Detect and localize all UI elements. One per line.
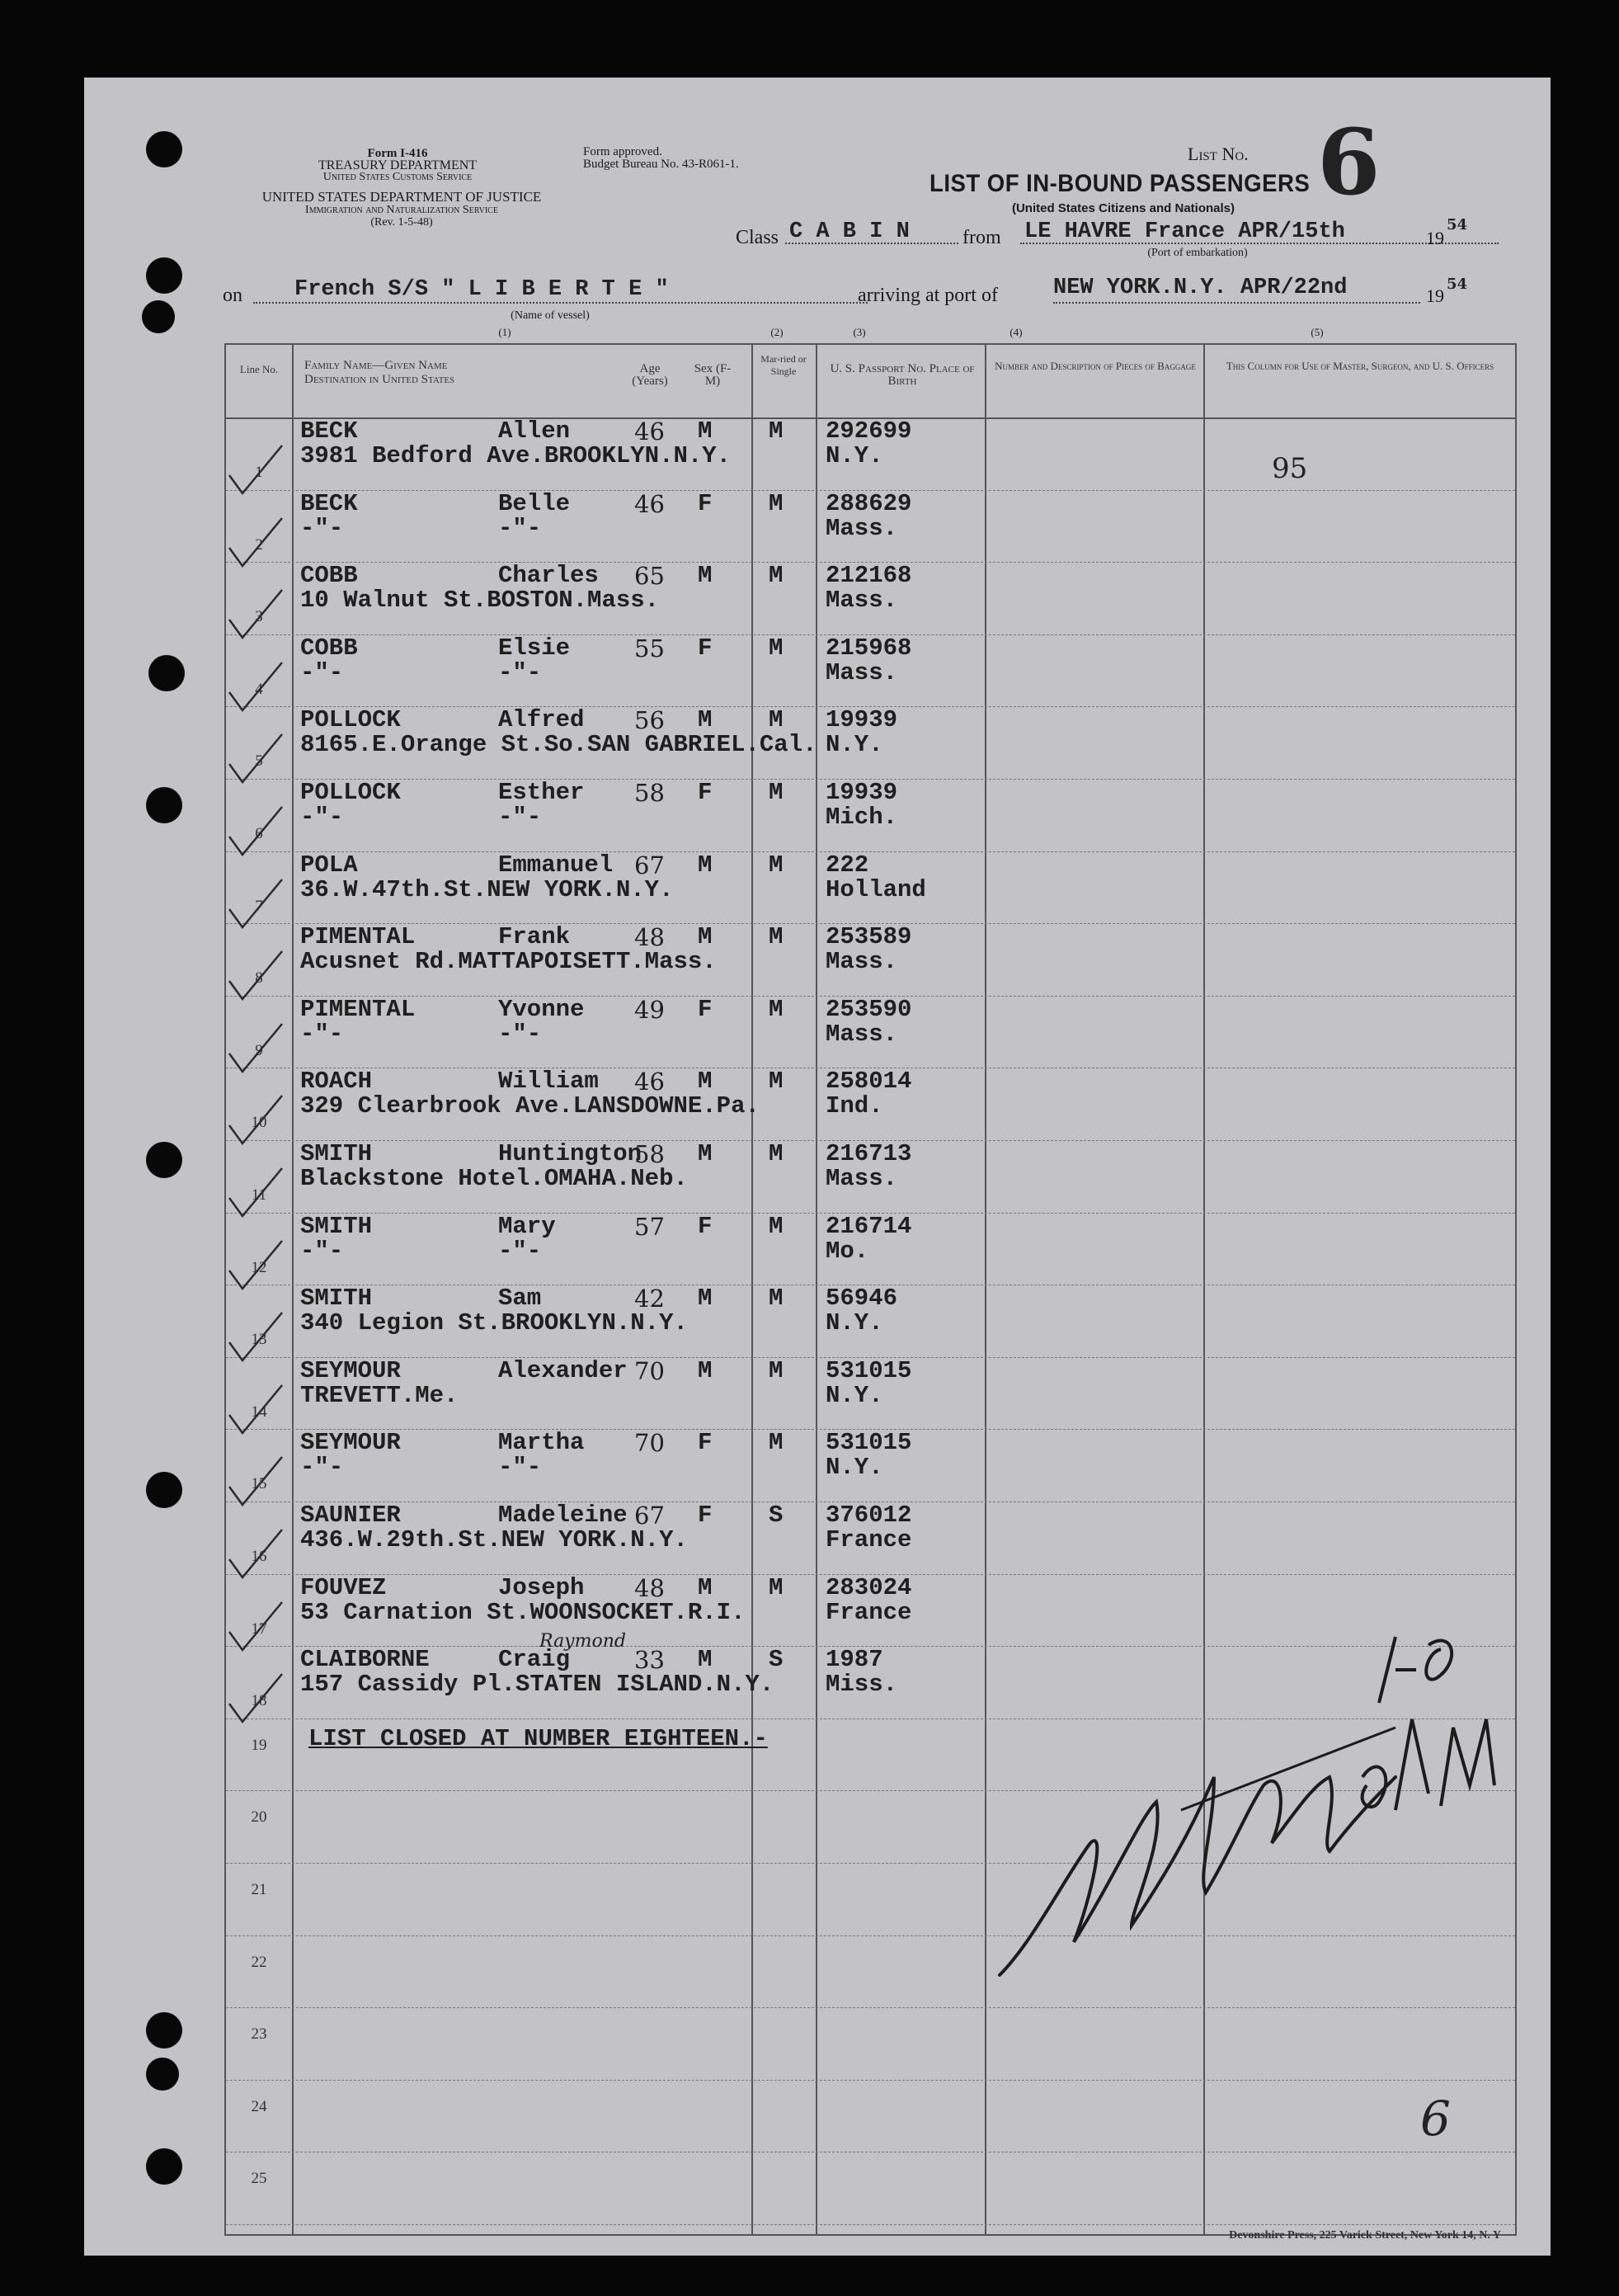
sex: M	[698, 851, 713, 879]
birthplace: Mass.	[826, 658, 898, 686]
given-name: Craig	[498, 1646, 571, 1674]
marital-status: M	[769, 1140, 784, 1167]
birthplace: Mich.	[826, 804, 898, 831]
destination: 10 Walnut St.BOSTON.Mass.	[300, 587, 660, 615]
sex: M	[698, 923, 713, 951]
year1-prefix: 19	[1426, 228, 1444, 248]
destination: 340 Legion St.BROOKLYN.N.Y.	[300, 1309, 688, 1337]
marital-status: M	[769, 1356, 784, 1384]
col-header-married: Mar-ried or Single	[760, 353, 807, 377]
document-page	[84, 78, 1551, 2256]
given-name: Madeleine	[498, 1502, 628, 1529]
birthplace: Mass.	[826, 587, 898, 615]
col-header-destination: Destination in United States	[304, 373, 455, 386]
row1-officer-note: 95	[1272, 452, 1308, 485]
row-number: 13	[251, 1331, 267, 1349]
punch-hole	[146, 2058, 179, 2091]
row-number: 21	[251, 1881, 267, 1898]
check-mark-icon	[224, 731, 290, 789]
vessel-value: French S/S " L I B E R T E "	[294, 277, 669, 302]
birthplace: Mass.	[826, 1165, 898, 1192]
age: 56	[634, 706, 665, 735]
sex: M	[698, 417, 713, 445]
age: 67	[634, 851, 665, 879]
punch-hole	[142, 300, 175, 333]
vessel-underline	[253, 302, 868, 304]
passport-number: 216713	[826, 1140, 912, 1167]
row-number: 5	[255, 752, 263, 771]
check-mark-icon	[224, 1599, 290, 1657]
col-number-1: (1)	[498, 326, 511, 338]
page-subtitle: (United States Citizens and Nationals)	[1011, 201, 1235, 215]
ins-label: Immigration and Naturalization Service	[305, 204, 498, 216]
col-number-3: (3)	[853, 326, 866, 338]
officer-signature	[967, 1629, 1511, 2008]
birthplace: N.Y.	[826, 1309, 883, 1337]
destination: Blackstone Hotel.OMAHA.Neb.	[300, 1165, 688, 1192]
age: 42	[634, 1285, 665, 1313]
passport-number: 283024	[826, 1573, 912, 1601]
passport-number: 215968	[826, 634, 912, 662]
passport-number: 288629	[826, 489, 912, 517]
form-number: Form I-416	[367, 147, 428, 160]
check-mark-icon	[224, 1165, 290, 1223]
punch-hole	[146, 1472, 182, 1508]
destination: 3981 Bedford Ave.BROOKLYN.N.Y.	[300, 442, 732, 469]
family-name: SEYMOUR	[300, 1356, 401, 1384]
sex: F	[698, 995, 713, 1023]
birthplace: N.Y.	[826, 731, 883, 759]
row-number: 3	[255, 608, 263, 626]
ditto-given: -"-	[498, 1237, 542, 1265]
passport-number: 19939	[826, 706, 898, 734]
col-header-family-name: Family Name—Given Name	[304, 359, 448, 372]
birthplace: Mass.	[826, 1020, 898, 1048]
col-header-baggage: Number and Description of Pieces of Baggage	[995, 360, 1196, 372]
check-mark-icon	[224, 1021, 290, 1078]
class-label: Class	[736, 227, 779, 248]
marital-status: M	[769, 1212, 784, 1240]
sex: F	[698, 1502, 713, 1529]
row-number: 9	[255, 1041, 263, 1059]
given-name: Frank	[498, 923, 571, 951]
given-name: Mary	[498, 1212, 556, 1240]
marital-status: M	[769, 1429, 784, 1457]
year1-suffix: 54	[1447, 216, 1468, 233]
list-no-label: List No.	[1188, 144, 1249, 164]
birthplace: France	[826, 1526, 912, 1553]
printer-footer: Devonshire Press, 225 Varick Street, New York 14, N. Y	[1229, 2229, 1501, 2242]
destination: -"-	[300, 514, 344, 542]
punch-hole	[146, 257, 182, 294]
passport-number: 216714	[826, 1212, 912, 1240]
marital-status: M	[769, 1285, 784, 1313]
col-number-2: (2)	[770, 326, 784, 338]
rev-label: (Rev. 1-5-48)	[370, 216, 433, 229]
col-divider	[751, 345, 753, 2234]
justice-dept: UNITED STATES DEPARTMENT OF JUSTICE	[261, 189, 542, 205]
given-name-handwritten: Raymond	[539, 1631, 626, 1652]
birthplace: N.Y.	[826, 442, 883, 469]
passport-number: 212168	[826, 562, 912, 590]
marital-status: M	[769, 706, 784, 734]
destination: 436.W.29th.St.NEW YORK.N.Y.	[300, 1526, 688, 1553]
from-label: from	[962, 227, 1001, 248]
destination: Acusnet Rd.MATTAPOISETT.Mass.	[300, 948, 717, 976]
punch-hole	[146, 787, 182, 823]
age: 58	[634, 779, 665, 807]
sex: F	[698, 634, 713, 662]
ditto-given: -"-	[498, 804, 542, 831]
destination: TREVETT.Me.	[300, 1381, 459, 1409]
sex: M	[698, 1140, 713, 1167]
passport-number: 531015	[826, 1429, 912, 1457]
passport-number: 376012	[826, 1502, 912, 1529]
check-mark-icon	[224, 948, 290, 1006]
given-name: Yvonne	[498, 995, 585, 1023]
check-mark-icon	[224, 442, 290, 500]
destination: -"-	[300, 1237, 344, 1265]
marital-status: M	[769, 489, 784, 517]
age: 65	[634, 562, 665, 591]
family-name: ROACH	[300, 1068, 373, 1096]
family-name: PIMENTAL	[300, 995, 416, 1023]
year2-prefix: 19	[1426, 285, 1444, 306]
list-closed-note: LIST CLOSED AT NUMBER EIGHTEEN.-	[308, 1724, 768, 1752]
row-number: 6	[255, 825, 263, 842]
passport-number: 292699	[826, 417, 912, 445]
family-name: SMITH	[300, 1212, 373, 1240]
ditto-given: -"-	[498, 1454, 542, 1482]
row-number: 1	[255, 464, 263, 481]
check-mark-icon	[224, 1092, 290, 1150]
birthplace: Mass.	[826, 514, 898, 542]
check-mark-icon	[224, 1671, 290, 1728]
check-mark-icon	[224, 659, 290, 717]
row-number: 22	[251, 1953, 267, 1971]
passport-number: 253590	[826, 995, 912, 1023]
row-number: 17	[251, 1619, 267, 1638]
given-name: Alfred	[498, 706, 585, 734]
destination: 53 Carnation St.WOONSOCKET.R.I.	[300, 1598, 746, 1626]
budget-label: Budget Bureau No. 43-R061-1.	[583, 158, 739, 171]
destination: -"-	[300, 1454, 344, 1482]
punch-hole	[146, 1142, 182, 1178]
passport-number: 258014	[826, 1068, 912, 1096]
col-divider	[292, 345, 294, 2234]
row-separator	[226, 851, 1515, 852]
row-number: 23	[251, 2025, 267, 2044]
family-name: SMITH	[300, 1285, 373, 1313]
passport-number: 222	[826, 851, 869, 879]
col-header-age: Age (Years)	[632, 362, 668, 388]
approved-label: Form approved.	[583, 145, 662, 158]
col-number-4: (4)	[1010, 326, 1023, 338]
row-number: 15	[251, 1475, 267, 1493]
given-name: Charles	[498, 562, 599, 590]
row-number: 14	[251, 1403, 267, 1421]
family-name: BECK	[300, 417, 358, 445]
row-number: 18	[251, 1692, 267, 1710]
birthplace: Ind.	[826, 1092, 883, 1120]
page-title: LIST OF IN-BOUND PASSENGERS	[930, 170, 1311, 197]
given-name: Sam	[498, 1285, 542, 1313]
corner-page-number: 6	[1420, 2091, 1451, 2147]
marital-status: M	[769, 923, 784, 951]
arriving-label: arriving at port of	[858, 285, 998, 306]
family-name: POLLOCK	[300, 706, 401, 734]
col-divider	[816, 345, 817, 2234]
given-name: Esther	[498, 779, 585, 806]
given-name: Huntington	[498, 1140, 642, 1167]
family-name: CLAIBORNE	[300, 1646, 430, 1674]
col-header-officers: This Column for Use of Master, Surgeon, and U. S. Officers	[1226, 360, 1494, 372]
family-name: POLLOCK	[300, 779, 401, 806]
check-mark-icon	[224, 1526, 290, 1584]
age: 57	[634, 1212, 665, 1241]
sex: M	[698, 1646, 713, 1674]
passport-number: 253589	[826, 923, 912, 951]
list-no-value: 6	[1317, 109, 1381, 215]
family-name: BECK	[300, 489, 358, 517]
check-mark-icon	[224, 876, 290, 934]
check-mark-icon	[224, 587, 290, 644]
given-name: Martha	[498, 1429, 585, 1457]
birthplace: Mo.	[826, 1237, 869, 1265]
destination: 8165.E.Orange St.So.SAN GABRIEL.Cal.	[300, 731, 817, 759]
col-header-line-no: Line No.	[239, 363, 279, 375]
marital-status: S	[769, 1502, 784, 1529]
age: 46	[634, 417, 665, 446]
port-underline	[1053, 302, 1420, 304]
row-separator	[226, 2080, 1515, 2081]
ditto-given: -"-	[498, 514, 542, 542]
given-name: Alexander	[498, 1356, 628, 1384]
row-number: 8	[255, 969, 263, 988]
destination: 329 Clearbrook Ave.LANSDOWNE.Pa.	[300, 1092, 760, 1120]
passport-number: 531015	[826, 1356, 912, 1384]
marital-status: M	[769, 851, 784, 879]
birthplace: France	[826, 1598, 912, 1626]
family-name: SMITH	[300, 1140, 373, 1167]
birthplace: N.Y.	[826, 1381, 883, 1409]
destination: -"-	[300, 804, 344, 831]
row-number: 11	[251, 1186, 267, 1204]
row-number: 10	[251, 1114, 267, 1132]
marital-status: S	[769, 1646, 784, 1674]
family-name: COBB	[300, 562, 358, 590]
row-separator	[226, 2224, 1515, 2225]
destination: 157 Cassidy Pl.STATEN ISLAND.N.Y.	[300, 1671, 774, 1699]
sex: M	[698, 1285, 713, 1313]
age: 33	[634, 1646, 665, 1675]
row-number: 4	[255, 680, 263, 698]
marital-status: M	[769, 995, 784, 1023]
destination: -"-	[300, 1020, 344, 1048]
class-value: C A B I N	[789, 219, 910, 244]
check-mark-icon	[224, 1309, 290, 1367]
row-number: 19	[251, 1736, 267, 1754]
marital-status: M	[769, 417, 784, 445]
age: 48	[634, 1573, 665, 1602]
from-value: LE HAVRE France APR/15th	[1024, 219, 1345, 244]
passport-number: 56946	[826, 1285, 898, 1313]
row-number: 24	[251, 2097, 267, 2115]
given-name: Belle	[498, 489, 571, 517]
family-name: PIMENTAL	[300, 923, 416, 951]
check-mark-icon	[224, 804, 290, 861]
check-mark-icon	[224, 515, 290, 573]
age: 70	[634, 1429, 665, 1458]
on-label: on	[223, 285, 242, 306]
year2-suffix: 54	[1447, 276, 1468, 293]
punch-hole	[146, 131, 182, 167]
row-number: 20	[251, 1808, 267, 1827]
sex: F	[698, 779, 713, 806]
family-name: FOUVEZ	[300, 1573, 387, 1601]
marital-status: M	[769, 562, 784, 590]
destination: 36.W.47th.St.NEW YORK.N.Y.	[300, 875, 674, 903]
row-number: 2	[255, 535, 263, 554]
age: 46	[634, 1068, 665, 1096]
ditto-given: -"-	[498, 1020, 542, 1048]
class-underline	[785, 243, 958, 244]
check-mark-icon	[224, 1382, 290, 1440]
port-value: NEW YORK.N.Y. APR/22nd	[1053, 276, 1348, 300]
age: 48	[634, 923, 665, 952]
destination: -"-	[300, 658, 344, 686]
age: 46	[634, 489, 665, 518]
punch-hole	[148, 655, 185, 691]
customs-service: United States Customs Service	[322, 171, 473, 183]
row-number: 12	[251, 1258, 267, 1276]
sex: M	[698, 1573, 713, 1601]
sex: F	[698, 489, 713, 517]
sex: F	[698, 1212, 713, 1240]
row-number: 7	[255, 897, 263, 915]
age: 55	[634, 634, 665, 662]
col-header-sex: Sex (F-M)	[694, 362, 732, 388]
embark-caption: (Port of embarkation)	[1147, 247, 1248, 259]
ditto-given: -"-	[498, 658, 542, 686]
sex: M	[698, 1068, 713, 1096]
age: 70	[634, 1356, 665, 1385]
given-name: Emmanuel	[498, 851, 614, 879]
sex: M	[698, 1356, 713, 1384]
birthplace: Miss.	[826, 1671, 898, 1699]
birthplace: Holland	[826, 875, 926, 903]
family-name: SAUNIER	[300, 1502, 401, 1529]
passport-number: 1987	[826, 1646, 883, 1674]
passport-number: 19939	[826, 779, 898, 806]
sex: M	[698, 562, 713, 590]
given-name: Elsie	[498, 634, 571, 662]
marital-status: M	[769, 1068, 784, 1096]
given-name: Allen	[498, 417, 571, 445]
birthplace: Mass.	[826, 948, 898, 976]
marital-status: M	[769, 634, 784, 662]
given-name: Joseph	[498, 1573, 585, 1601]
given-name: William	[498, 1068, 599, 1096]
age: 49	[634, 995, 665, 1024]
check-mark-icon	[224, 1238, 290, 1295]
family-name: COBB	[300, 634, 358, 662]
vessel-caption: (Name of vessel)	[511, 309, 590, 322]
treasury-dept: TREASURY DEPARTMENT	[318, 158, 478, 172]
family-name: SEYMOUR	[300, 1429, 401, 1457]
punch-hole	[146, 2148, 182, 2185]
family-name: POLA	[300, 851, 358, 879]
col-header-passport: U. S. Passport No. Place of Birth	[830, 362, 975, 388]
sex: F	[698, 1429, 713, 1457]
col-number-5: (5)	[1311, 326, 1324, 338]
birthplace: N.Y.	[826, 1454, 883, 1482]
age: 67	[634, 1502, 665, 1530]
marital-status: M	[769, 1573, 784, 1601]
check-mark-icon	[224, 1454, 290, 1511]
row-number: 25	[251, 2170, 267, 2188]
age: 58	[634, 1140, 665, 1168]
punch-hole	[146, 2012, 182, 2048]
row-number: 16	[251, 1548, 267, 1565]
marital-status: M	[769, 779, 784, 806]
sex: M	[698, 706, 713, 734]
